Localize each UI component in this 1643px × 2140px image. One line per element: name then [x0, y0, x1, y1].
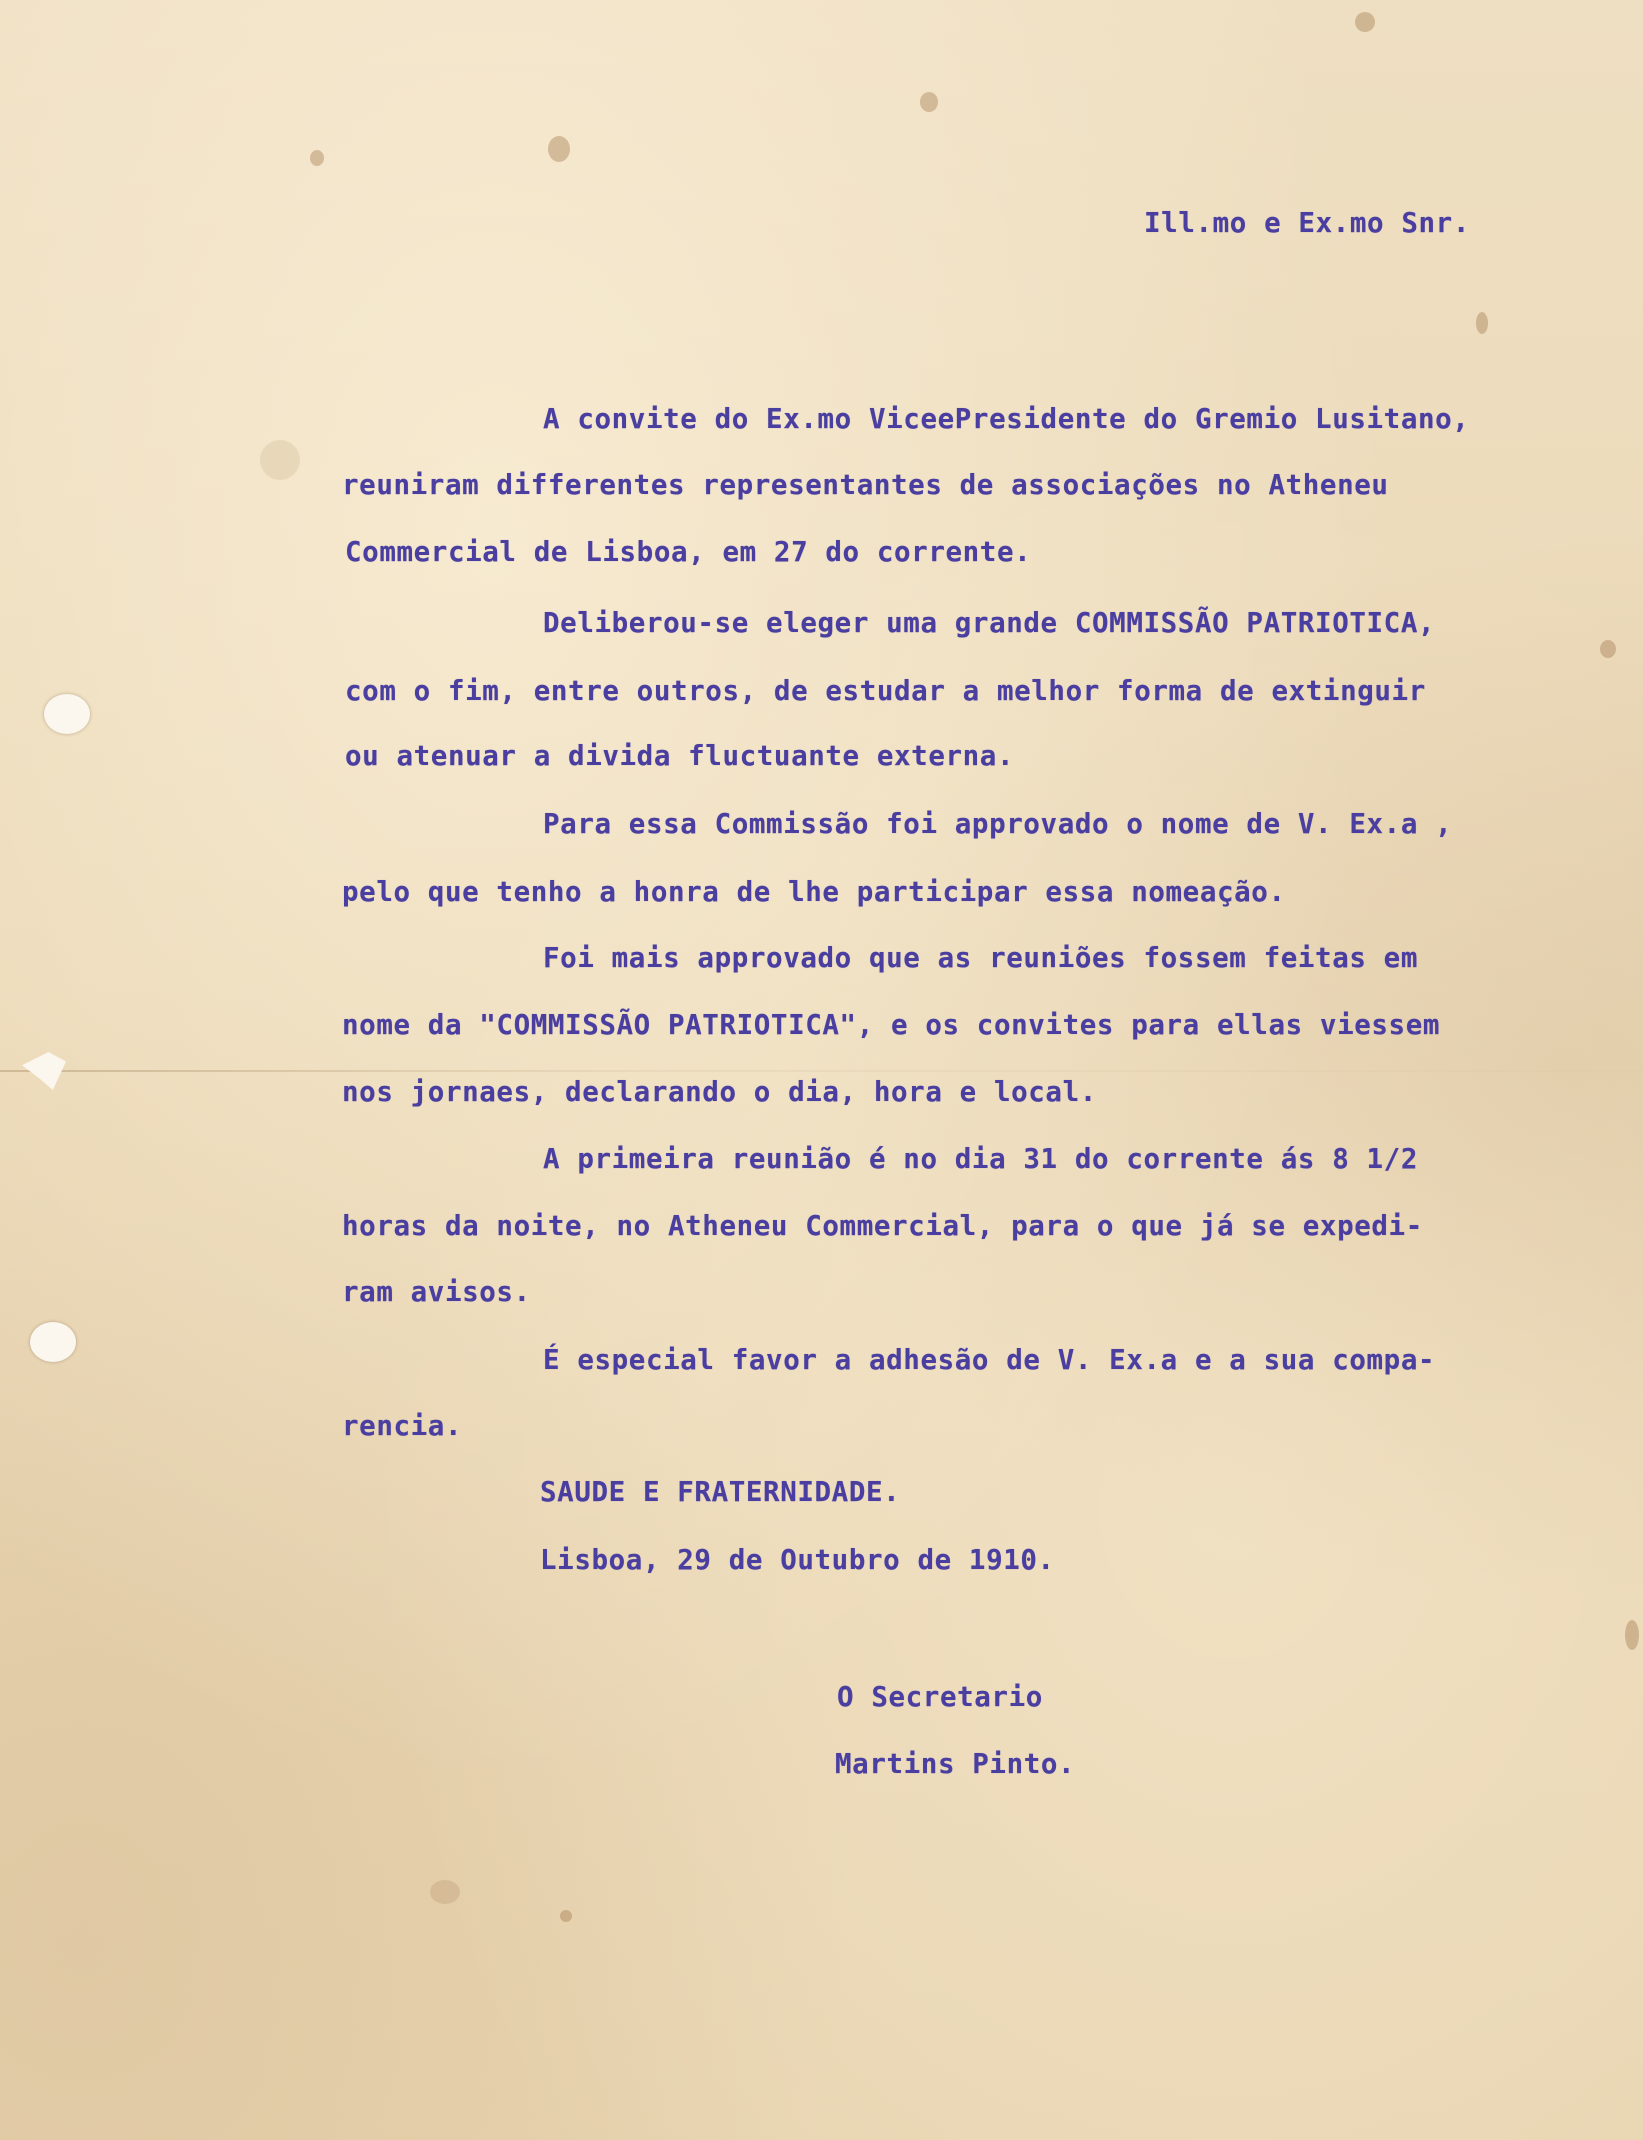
stain-spot — [1476, 312, 1488, 334]
paragraph-5-line-3: ram avisos. — [342, 1276, 531, 1308]
paper-fold-crease — [0, 1070, 1643, 1072]
paragraph-4-line-1: Foi mais approvado que as reuniões fossem feitas em — [543, 942, 1418, 974]
stain-spot — [1625, 1620, 1639, 1650]
stain-spot — [548, 136, 570, 162]
paragraph-5-line-2: horas da noite, no Atheneu Commercial, para o que já se expedi- — [342, 1210, 1423, 1242]
paragraph-1-line-1: A convite do Ex.mo ViceePresidente do Gremio Lusitano, — [543, 403, 1470, 435]
paragraph-4-line-3: nos jornaes, declarando o dia, hora e local. — [342, 1076, 1097, 1108]
stain-spot — [920, 92, 938, 112]
stain-spot — [1600, 640, 1616, 658]
punch-hole-bottom — [30, 1322, 76, 1362]
punch-hole-top — [44, 694, 90, 734]
paragraph-2-line-3: ou atenuar a divida fluctuante externa. — [345, 740, 1015, 772]
paragraph-2-line-2: com o fim, entre outros, de estudar a melhor forma de extinguir — [345, 675, 1426, 707]
paragraph-4-line-2: nome da "COMMISSÃO PATRIOTICA", e os convites para ellas viessem — [342, 1009, 1441, 1041]
paragraph-6-line-2: rencia. — [342, 1410, 463, 1442]
date-line: Lisboa, 29 de Outubro de 1910. — [540, 1544, 1055, 1576]
paragraph-1-line-3: Commercial de Lisboa, em 27 do corrente. — [345, 536, 1032, 568]
stain-spot — [430, 1880, 460, 1904]
stain-spot — [560, 1910, 572, 1922]
paragraph-2-line-1: Deliberou-se eleger uma grande COMMISSÃO PATRIOTICA, — [543, 607, 1436, 639]
salutation: Ill.mo e Ex.mo Snr. — [1144, 207, 1470, 239]
stain-spot — [260, 440, 300, 480]
paragraph-3-line-1: Para essa Commissão foi approvado o nome de V. Ex.a , — [543, 808, 1453, 840]
paragraph-1-line-2: reuniram differentes representantes de associações no Atheneu — [342, 469, 1389, 501]
paragraph-3-line-2: pelo que tenho a honra de lhe participar essa nomeação. — [342, 876, 1286, 908]
signature-name: Martins Pinto. — [835, 1748, 1076, 1780]
paragraph-6-line-1: É especial favor a adhesão de V. Ex.a e a sua compa- — [543, 1344, 1436, 1376]
closing: SAUDE E FRATERNIDADE. — [540, 1476, 901, 1508]
stain-spot — [310, 150, 324, 166]
stain-spot — [1355, 12, 1375, 32]
signature-title: O Secretario — [837, 1681, 1043, 1713]
paragraph-5-line-1: A primeira reunião é no dia 31 do corrente ás 8 1/2 — [543, 1143, 1418, 1175]
